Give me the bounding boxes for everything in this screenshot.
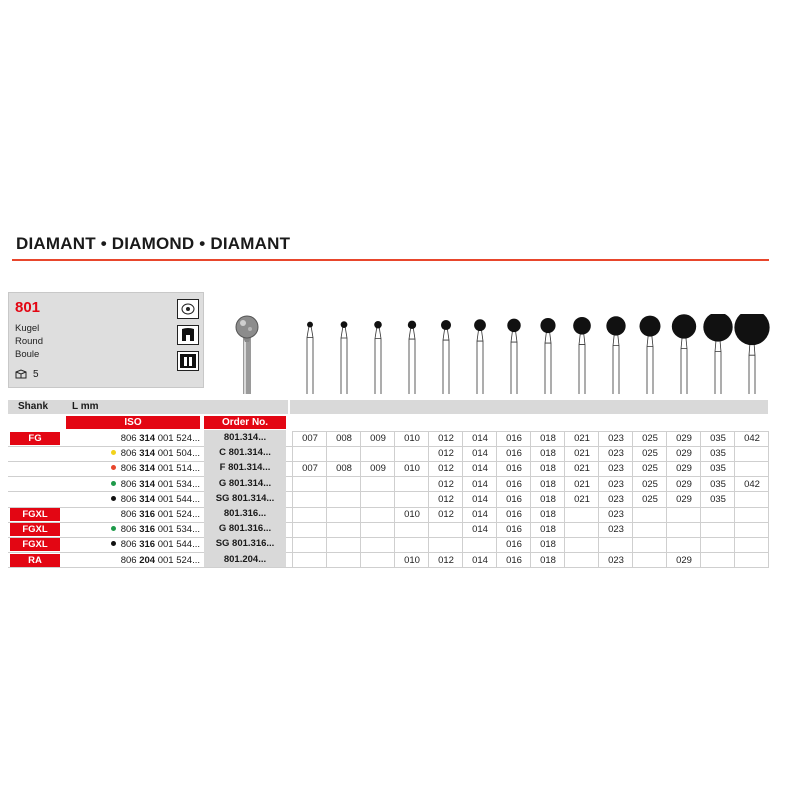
column-divider <box>428 431 429 568</box>
size-cell: 029 <box>676 463 692 475</box>
bur-shape-035 <box>703 314 732 394</box>
size-cell: 018 <box>540 493 556 505</box>
column-divider <box>496 431 497 568</box>
size-cell: 016 <box>506 433 522 444</box>
shank-header-bar <box>8 400 288 414</box>
order-header: Order No. <box>204 416 286 429</box>
bur-illustrations <box>228 314 773 394</box>
size-cell: 012 <box>438 509 454 520</box>
grid-top-border <box>292 431 769 432</box>
iso-prefix: 806 <box>120 433 140 444</box>
size-cell: 025 <box>642 448 658 460</box>
size-cell: 023 <box>608 463 624 475</box>
size-cell: 035 <box>710 448 726 460</box>
bur-shape-010 <box>408 321 416 394</box>
iso-suffix: 001 524... <box>155 509 200 520</box>
page-title: DIAMANT • DIAMOND • DIAMANT <box>16 234 291 253</box>
row-separator <box>8 461 768 462</box>
size-cell: 007 <box>302 433 318 444</box>
bur-shape-008 <box>341 321 348 394</box>
product-number: 801 <box>15 299 41 316</box>
size-cell: 035 <box>710 493 726 505</box>
order-number: G 801.316... <box>204 521 286 536</box>
bur-shape-007 <box>307 322 313 394</box>
grit-dot-icon <box>111 481 116 486</box>
column-divider <box>360 431 361 568</box>
size-cell: 012 <box>438 478 454 490</box>
tooth-icon <box>177 325 199 345</box>
iso-suffix: 001 534... <box>155 478 200 490</box>
row-separator <box>8 522 768 523</box>
column-divider <box>326 431 327 568</box>
application-icon <box>177 299 199 319</box>
size-cell: 018 <box>540 554 556 566</box>
column-divider <box>700 431 701 568</box>
size-cell: 021 <box>574 493 590 505</box>
iso-suffix: 001 514... <box>155 463 200 475</box>
size-cell: 014 <box>472 493 488 505</box>
size-cell: 042 <box>744 478 760 490</box>
size-cell: 014 <box>472 448 488 460</box>
row-separator <box>8 476 768 477</box>
row-separator <box>8 507 768 508</box>
size-cell: 012 <box>438 448 454 460</box>
bur-shape-018 <box>540 318 555 394</box>
size-cell: 016 <box>506 448 522 460</box>
iso-prefix: 806 <box>120 478 140 490</box>
iso-prefix: 806 <box>120 524 140 536</box>
size-cell: 029 <box>676 448 692 460</box>
size-cell: 008 <box>336 433 352 444</box>
size-cell: 023 <box>608 554 624 566</box>
order-number: 801.316... <box>204 506 286 521</box>
order-number: 801.204... <box>204 552 286 567</box>
iso-code <box>66 448 200 459</box>
size-cell: 012 <box>438 463 454 475</box>
shank-header: Shank <box>18 401 49 412</box>
size-cell: 018 <box>540 433 556 444</box>
row-separator <box>8 491 768 492</box>
size-cell: 029 <box>676 433 692 444</box>
bur-shape-029 <box>672 314 696 394</box>
size-cell: 025 <box>642 493 658 505</box>
size-cell: 014 <box>472 478 488 490</box>
bur-shape-009 <box>374 321 382 394</box>
bur-shape-023 <box>606 316 625 394</box>
iso-shape-code: 314 <box>139 478 156 490</box>
column-divider <box>462 431 463 568</box>
iso-shape-code: 316 <box>139 509 156 520</box>
product-name-en: Round <box>15 336 43 347</box>
grit-dot-icon <box>111 496 116 501</box>
column-divider <box>768 431 769 568</box>
size-cell: 035 <box>710 478 726 490</box>
size-cell: 018 <box>540 463 556 475</box>
shank-badge: FG <box>10 432 60 445</box>
size-cell: 010 <box>404 463 420 475</box>
iso-code <box>66 463 200 474</box>
bur-shape-025 <box>640 316 661 394</box>
iso-shape-code: 204 <box>139 554 156 566</box>
size-cell: 016 <box>506 493 522 505</box>
row-separator <box>8 537 768 538</box>
order-number: F 801.314... <box>204 460 286 475</box>
column-divider <box>632 431 633 568</box>
size-cell: 009 <box>370 433 386 444</box>
iso-shape-code: 314 <box>139 493 156 505</box>
size-cell: 012 <box>438 493 454 505</box>
column-divider <box>734 431 735 568</box>
size-cell: 014 <box>472 509 488 520</box>
iso-suffix: 001 504... <box>155 448 200 460</box>
iso-suffix: 001 544... <box>155 493 200 505</box>
shank-badge: FGXL <box>10 508 60 521</box>
size-cell: 029 <box>676 478 692 490</box>
size-cell: 035 <box>710 463 726 475</box>
iso-suffix: 001 544... <box>155 539 200 551</box>
size-cell: 009 <box>370 463 386 475</box>
size-cell: 016 <box>506 478 522 490</box>
bur-shape-021 <box>573 317 591 394</box>
column-divider <box>598 431 599 568</box>
bur-shape-042 <box>734 314 769 394</box>
column-divider <box>292 431 293 568</box>
diamond-bur-image <box>236 316 258 394</box>
iso-shape-code: 316 <box>139 539 156 551</box>
size-cell: 023 <box>608 448 624 460</box>
size-cell: 021 <box>574 463 590 475</box>
order-number: 801.314... <box>204 430 286 445</box>
size-cell: 014 <box>472 433 488 444</box>
size-cell: 010 <box>404 509 420 520</box>
shank-badge: RA <box>10 554 60 567</box>
iso-prefix: 806 <box>120 493 140 505</box>
size-cell: 018 <box>540 539 556 551</box>
size-cell: 023 <box>608 433 624 444</box>
iso-prefix: 806 <box>120 448 140 460</box>
iso-code <box>66 555 200 566</box>
product-name-de: Kugel <box>15 323 40 334</box>
size-cell: 012 <box>438 433 454 444</box>
sizes-header-bar <box>290 400 768 414</box>
size-cell: 025 <box>642 463 658 475</box>
length-header: L mm <box>72 401 99 412</box>
iso-suffix: 001 534... <box>155 524 200 536</box>
column-divider <box>394 431 395 568</box>
size-cell: 023 <box>608 524 624 536</box>
size-cell: 023 <box>608 478 624 490</box>
pack-count: 5 <box>33 369 39 380</box>
order-number: C 801.314... <box>204 445 286 460</box>
size-cell: 012 <box>438 554 454 566</box>
product-info-box <box>8 292 204 388</box>
iso-shape-code: 314 <box>139 433 156 444</box>
size-cell: 029 <box>676 554 692 566</box>
product-name-fr: Boule <box>15 349 40 360</box>
shank-badge: FGXL <box>10 538 60 551</box>
size-cell: 018 <box>540 448 556 460</box>
column-divider <box>666 431 667 568</box>
iso-code <box>66 539 200 550</box>
shank-badge: FGXL <box>10 523 60 536</box>
grit-dot-icon <box>111 541 116 546</box>
bur-shape-014 <box>474 319 486 394</box>
size-cell: 014 <box>472 554 488 566</box>
crown-prep-icon <box>177 351 199 371</box>
size-cell: 018 <box>540 524 556 536</box>
size-cell: 014 <box>472 524 488 536</box>
iso-code <box>66 479 200 490</box>
iso-shape-code: 314 <box>139 448 156 460</box>
bur-shape-016 <box>507 319 520 394</box>
iso-shape-code: 316 <box>139 524 156 536</box>
size-cell: 021 <box>574 433 590 444</box>
size-cell: 016 <box>506 524 522 536</box>
size-cell: 023 <box>608 493 624 505</box>
size-cell: 010 <box>404 433 420 444</box>
iso-prefix: 806 <box>120 554 140 566</box>
size-cell: 007 <box>302 463 318 475</box>
size-cell: 029 <box>676 493 692 505</box>
column-divider <box>530 431 531 568</box>
package-icon <box>15 369 27 379</box>
bur-shape-012 <box>441 320 451 394</box>
size-cell: 025 <box>642 478 658 490</box>
row-separator <box>8 567 768 568</box>
column-divider <box>564 431 565 568</box>
size-cell: 025 <box>642 433 658 444</box>
size-cell: 021 <box>574 478 590 490</box>
iso-prefix: 806 <box>120 463 140 475</box>
size-cell: 016 <box>506 554 522 566</box>
grit-dot-icon <box>111 526 116 531</box>
grit-dot-icon <box>111 465 116 470</box>
row-separator <box>8 552 768 553</box>
order-number: SG 801.314... <box>204 491 286 506</box>
size-cell: 018 <box>540 478 556 490</box>
iso-code <box>66 433 200 444</box>
size-cell: 016 <box>506 463 522 475</box>
iso-prefix: 806 <box>120 509 140 520</box>
size-cell: 018 <box>540 509 556 520</box>
size-cell: 014 <box>472 463 488 475</box>
size-cell: 035 <box>710 433 726 444</box>
iso-code <box>66 524 200 535</box>
row-separator <box>8 446 768 447</box>
iso-code <box>66 509 200 520</box>
title-underline <box>12 259 769 261</box>
order-number: SG 801.316... <box>204 536 286 551</box>
size-cell: 016 <box>506 509 522 520</box>
grit-dot-icon <box>111 450 116 455</box>
size-cell: 042 <box>744 433 760 444</box>
size-cell: 016 <box>506 539 522 551</box>
size-cell: 023 <box>608 509 624 520</box>
size-cell: 010 <box>404 554 420 566</box>
iso-header: ISO <box>66 416 200 429</box>
size-cell: 021 <box>574 448 590 460</box>
iso-code <box>66 494 200 505</box>
iso-suffix: 001 524... <box>155 433 200 444</box>
size-cell: 008 <box>336 463 352 475</box>
iso-prefix: 806 <box>120 539 140 551</box>
iso-shape-code: 314 <box>139 463 156 475</box>
order-number: G 801.314... <box>204 476 286 491</box>
iso-suffix: 001 524... <box>155 554 200 566</box>
